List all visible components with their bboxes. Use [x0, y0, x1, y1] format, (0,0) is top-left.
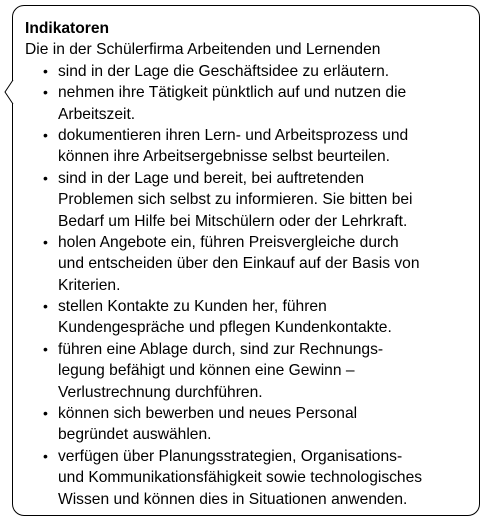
indicator-list-item: [25, 296, 477, 339]
bullet-icon: •: [43, 447, 48, 464]
indicator-text-line: Arbeitszeit.: [58, 105, 136, 123]
bullet-icon: •: [43, 405, 48, 422]
indicator-list-item: [25, 61, 477, 82]
bullet-icon: •: [43, 340, 48, 357]
indicator-list-item: [25, 446, 477, 510]
indicator-text-line: und entscheiden über den Einkauf auf der Basis von: [58, 255, 420, 273]
indicator-text-line: dokumentieren ihren Lern- und Arbeitsprozess und: [58, 126, 409, 144]
indicator-list-item: [25, 232, 477, 296]
indicator-text-line: können sich bewerben und neues Personal: [58, 405, 358, 423]
indicator-text-line: stellen Kontakte zu Kunden her, führen: [58, 298, 327, 316]
callout-intro: Die in der Schülerfirma Arbeitenden und Lernenden: [25, 41, 381, 59]
indicator-text-line: Kriterien.: [58, 276, 121, 294]
callout-heading: Indikatoren: [25, 20, 110, 37]
bullet-icon: •: [43, 62, 48, 79]
indicator-text-line: Kundengespräche und pflegen Kundenkontakte.: [58, 319, 392, 337]
indicator-text-line: Wissen und können dies in Situationen anwenden.: [58, 490, 408, 508]
indicator-text-line: sind in der Lage die Geschäftsidee zu erläutern.: [58, 62, 390, 80]
indicator-text-line: und Kommunikationsfähigkeit sowie technologisches: [58, 469, 423, 487]
bullet-icon: •: [43, 84, 48, 101]
indicator-list-item: [25, 168, 477, 232]
indicator-list-item: [25, 82, 477, 125]
bullet-icon: •: [43, 126, 48, 143]
indicator-text-line: sind in der Lage und bereit, bei auftretenden: [58, 169, 365, 187]
indicator-text-line: holen Angebote ein, führen Preisvergleiche durch: [58, 233, 399, 251]
indicator-list-item: [25, 125, 477, 168]
bullet-icon: •: [43, 169, 48, 186]
bullet-icon: •: [43, 233, 48, 250]
indicator-text-line: führen eine Ablage durch, sind zur Rechnungs-: [58, 340, 384, 358]
callout-content: [25, 18, 477, 510]
indicator-text-line: legung befähigt und können eine Gewinn –: [58, 362, 355, 380]
indicator-text-line: verfügen über Planungsstrategien, Organisations-: [58, 447, 403, 465]
callout-pointer: [0, 80, 14, 104]
indicator-list-item: [25, 403, 477, 446]
indicator-text-line: Bedarf um Hilfe bei Mitschülern oder der Lehrkraft.: [58, 212, 408, 230]
indicator-text-line: können ihre Arbeitsergebnisse selbst beurteilen.: [58, 148, 391, 166]
bullet-icon: •: [43, 298, 48, 315]
indicator-list: [25, 61, 477, 510]
indicator-list-item: [25, 339, 477, 403]
indicator-text-line: Problemen sich selbst zu informieren. Sie bitten bei: [58, 191, 413, 209]
indicator-text-line: nehmen ihre Tätigkeit pünktlich auf und nutzen die: [58, 84, 407, 102]
indicator-text-line: Verlustrechnung durchführen.: [58, 383, 263, 401]
indicator-text-line: begründet auswählen.: [58, 426, 212, 444]
